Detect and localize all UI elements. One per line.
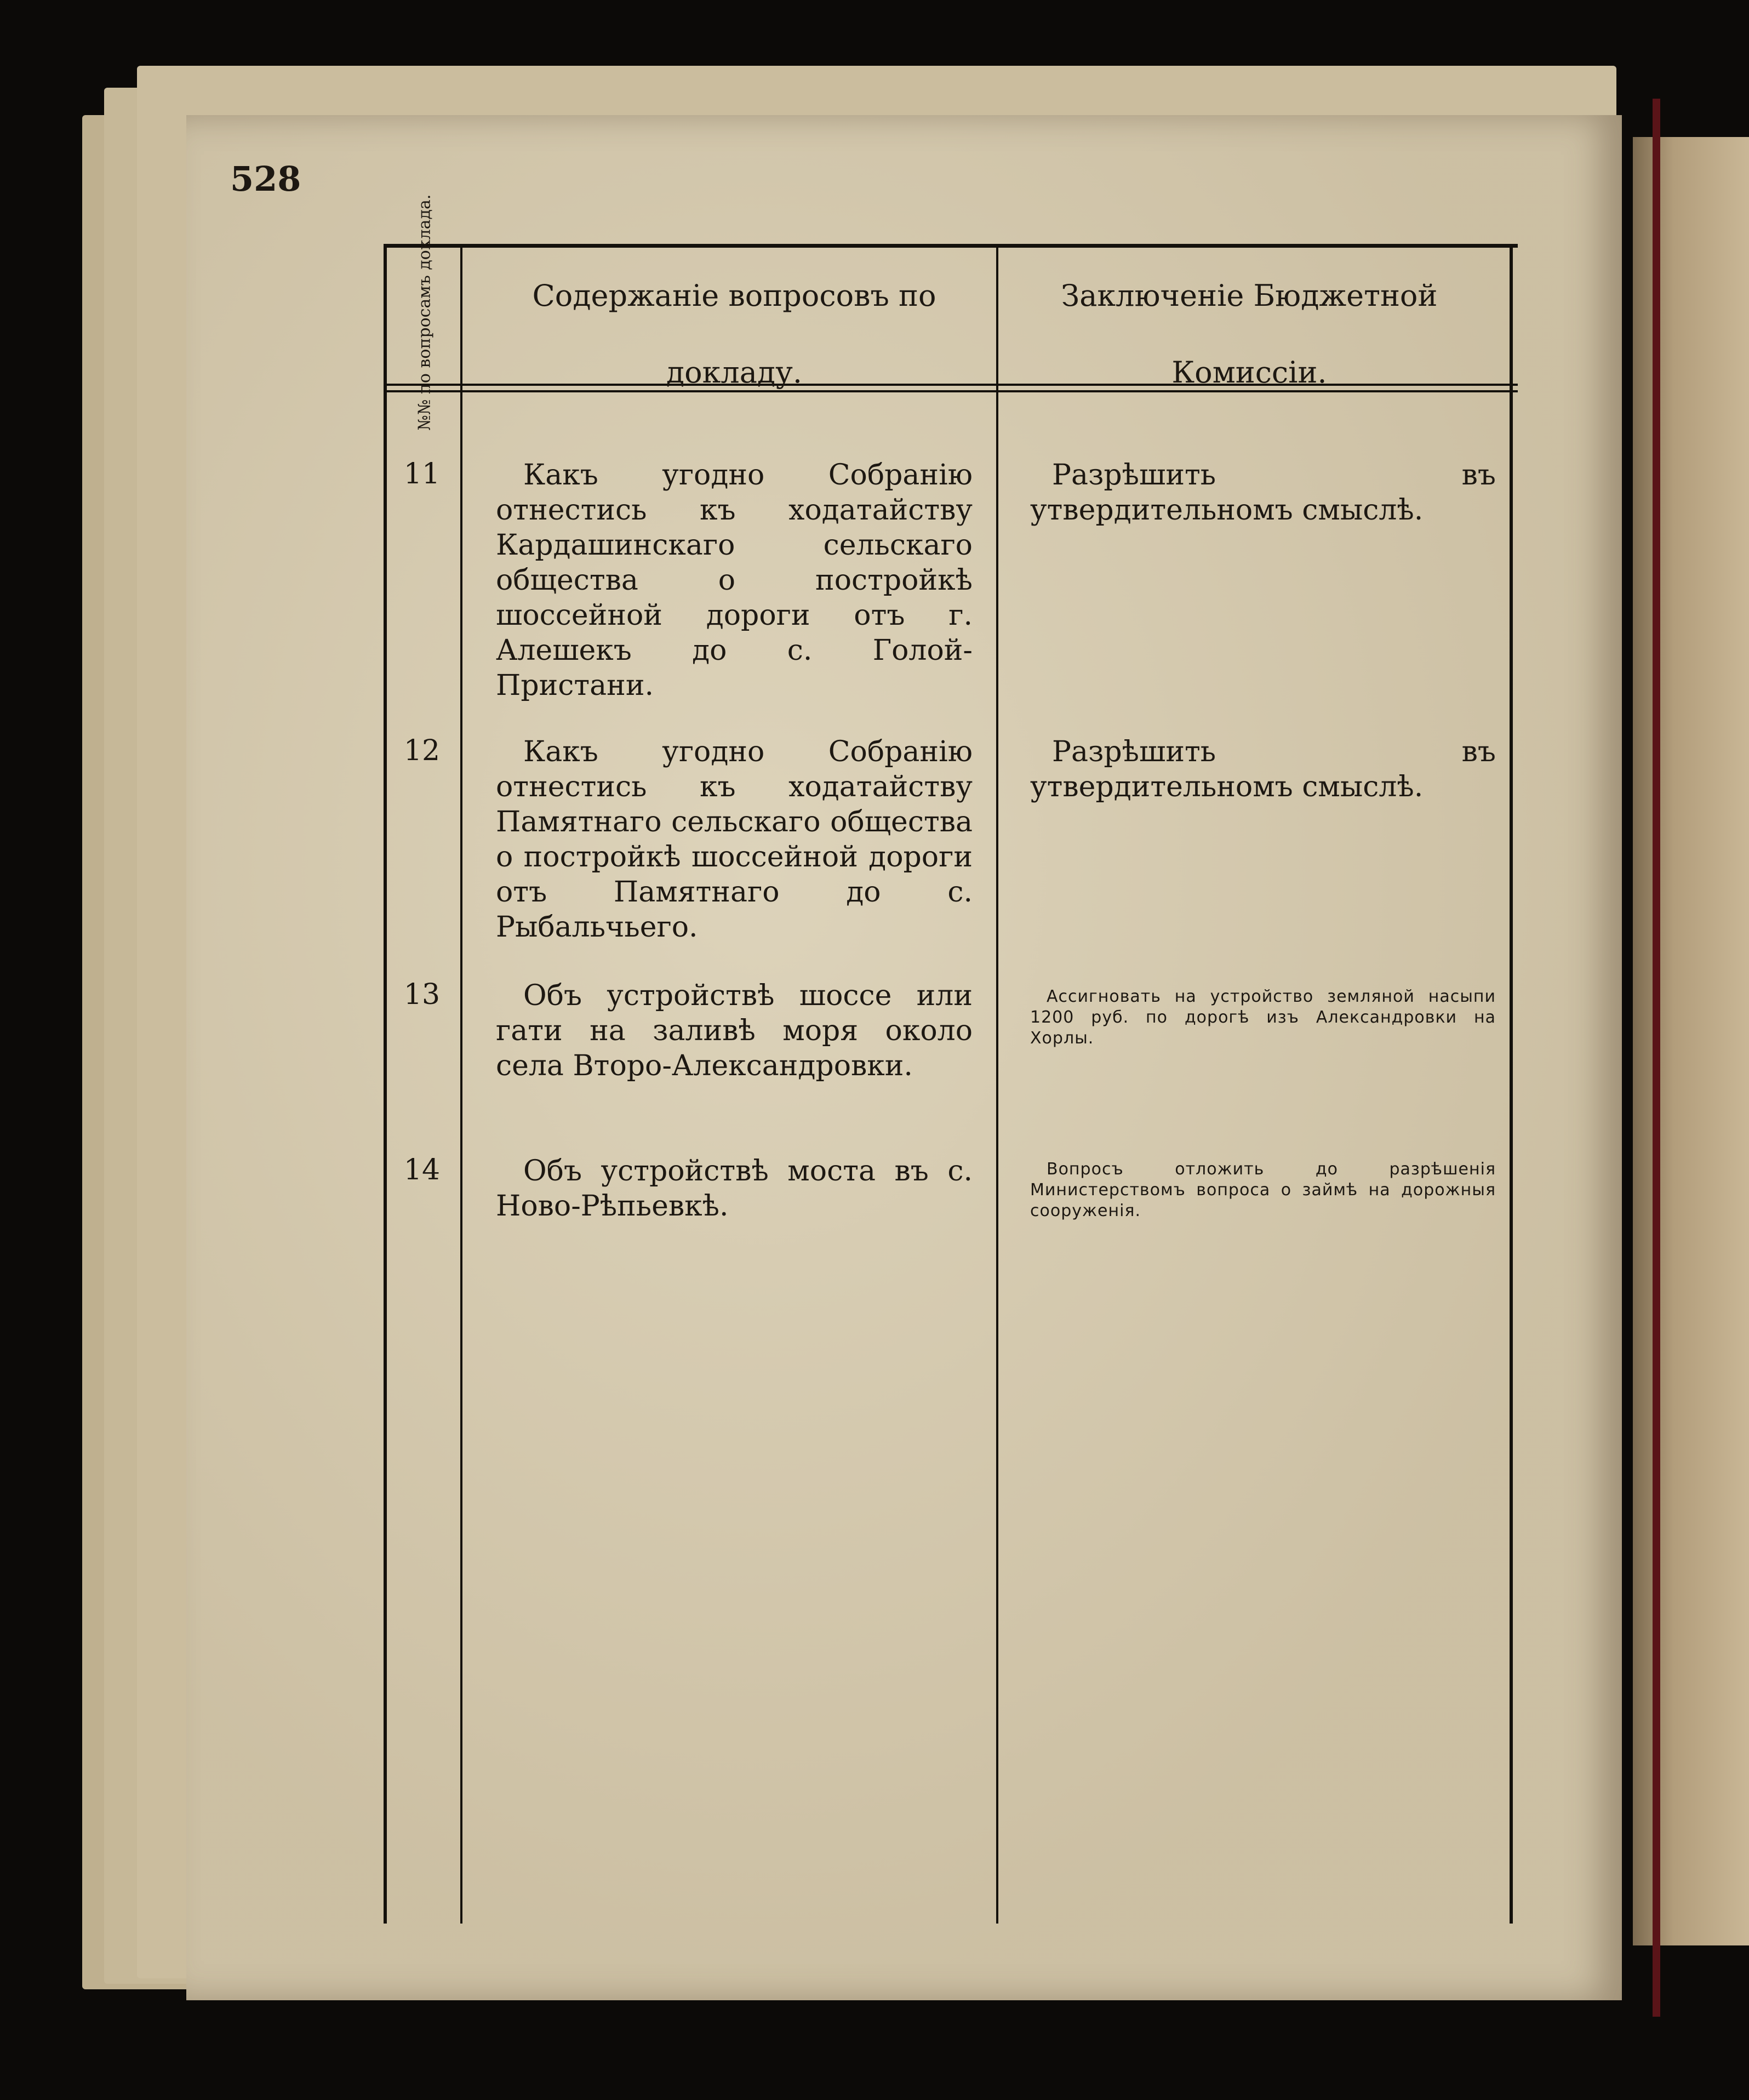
conclusion-text: Разрѣшить въ утвердительномъ смыслѣ.: [1030, 735, 1496, 803]
row-number: 11: [403, 458, 441, 490]
page-number: 528: [230, 159, 301, 199]
row-number: 13: [403, 978, 441, 1011]
conclusion-text: Ассигновать на устройство земляной насыпи 1200 руб. по дорогѣ изъ Александровки на Хорлы.: [1030, 987, 1496, 1048]
question-text: Какъ угодно Собранiю отнестись къ ходатайству Кардашинскаго сельскаго общества о постройкѣ шоссейной дороги отъ г. Алешекъ до с. Голой-Пристани.: [496, 459, 973, 702]
question-text: Какъ угодно Собранiю отнестись къ ходатайству Памятнаго сельскаго общества о постройкѣ шоссейной дороги отъ Памятнаго до с. Рыбальчьего.: [496, 735, 973, 944]
conclusion-text: Вопросъ отложить до разрѣшенiя Министерствомъ вопроса о займѣ на дорожныя сооруженiя.: [1030, 1160, 1496, 1220]
row-number: 12: [403, 734, 441, 767]
row-number: 14: [403, 1154, 441, 1186]
question-text: Объ устройствѣ шоссе или гати на заливѣ моря около села Второ-Александровки.: [496, 979, 973, 1082]
header-content-column: Содержанiе вопросовъ по докладу.: [532, 278, 936, 390]
bookmark-ribbon: [1653, 99, 1660, 2017]
conclusion-text: Разрѣшить въ утвердительномъ смыслѣ.: [1030, 459, 1496, 527]
question-text: Объ устройствѣ моста въ с. Ново-Рѣпьевкѣ.: [496, 1155, 973, 1223]
column-rule: [996, 244, 998, 1924]
table-left-rule: [384, 244, 387, 1924]
book-spine: [1633, 137, 1749, 1945]
header-number-label: №№ по вопросамъ доклада.: [415, 194, 435, 431]
table-right-rule: [1510, 244, 1513, 1924]
column-rule: [460, 244, 462, 1924]
header-conclusion-column: Заключенiе Бюджетной Комиссiи.: [1061, 278, 1438, 390]
table-top-rule: [384, 244, 1518, 248]
header-number-column: [387, 194, 462, 431]
